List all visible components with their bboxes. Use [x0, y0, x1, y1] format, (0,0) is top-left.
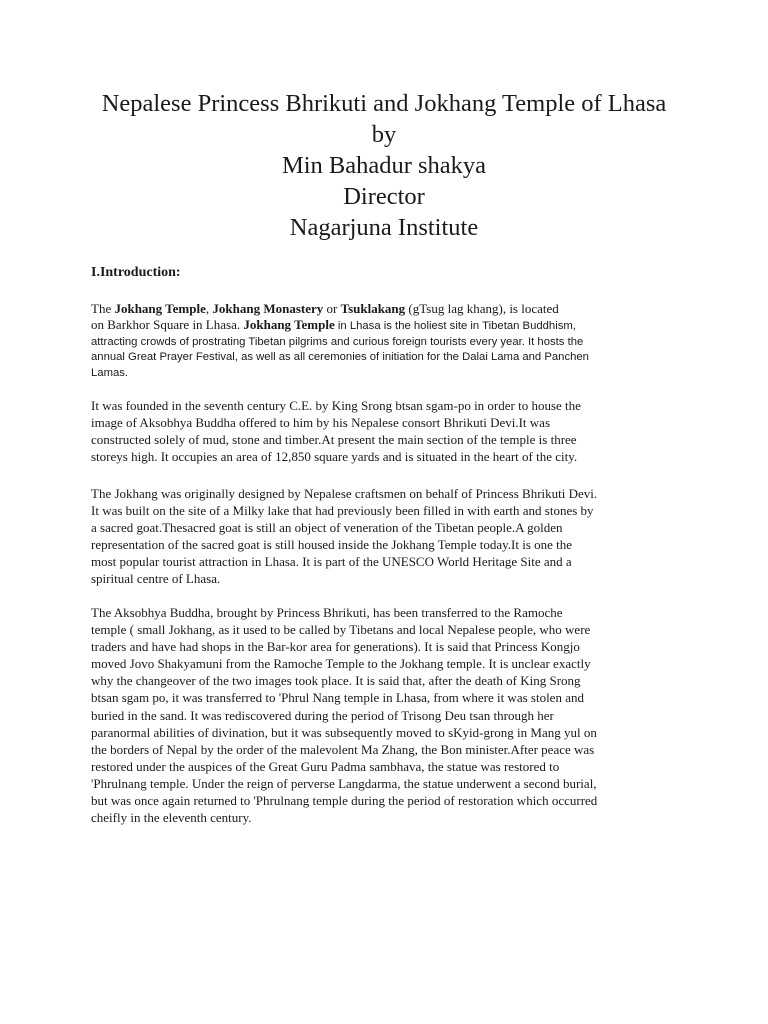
paragraph-line — [91, 317, 691, 335]
text-run: The — [91, 301, 115, 316]
paragraph-line: constructed solely of mud, stone and timber.At present the main section of the temple is three — [91, 432, 577, 448]
paragraph-line: paranormal abilities of divination, but it was subsequently moved to sKyid-grong in Mang yul on — [91, 724, 597, 740]
paragraph-line: attracting crowds of prostrating Tibetan pilgrims and curious foreign tourists every year. It hosts the — [91, 335, 584, 348]
paragraph-line: annual Great Prayer Festival, as well as all ceremonies of initiation for the Dalai Lama and Panchen — [91, 351, 589, 363]
paragraph-line: a sacred goat.Thesacred goat is still an object of veneration of the Tibetan people.A golden — [91, 520, 563, 536]
paragraph-line — [91, 301, 691, 317]
paragraph-line: 'Phrulnang temple. Under the reign of perverse Langdarma, the statue underwent a second burial, — [91, 775, 597, 791]
paragraph-line: restored under the auspices of the Great Guru Padma sambhava, the statue was restored to — [91, 758, 560, 774]
bold-term: Jokhang Monastery — [212, 301, 324, 316]
paragraph-line: representation of the sacred goat is still housed inside the Jokhang Temple today.It is one the — [91, 537, 573, 553]
paragraph-line: cheifly in the eleventh century. — [91, 810, 252, 826]
paragraph-line: storeys high. It occupies an area of 12,850 square yards and is situated in the heart of the city. — [91, 449, 578, 465]
title-line: Director — [343, 183, 425, 210]
paragraph-line: The Jokhang was originally designed by Nepalese craftsmen on behalf of Princess Bhrikuti Devi. — [91, 486, 598, 501]
paragraph-line: traders and have had shops in the Bar-kor area for generations). It is said that Princess Kongjo — [91, 639, 580, 655]
title-line: by — [371, 121, 397, 148]
text-run: in Lhasa is the holiest site in Tibetan Buddhism, — [334, 320, 576, 332]
bold-term: Jokhang Temple — [114, 301, 206, 316]
paragraph-line: It was built on the site of a Milky lake that had previously been filled in with earth and stones by — [91, 503, 594, 519]
paragraph-1 — [91, 301, 691, 381]
paragraph-line: why the changeover of the two images took place. It is said that, after the death of King Srong — [91, 673, 581, 689]
text-run: (gTsug lag khang), is located — [405, 301, 559, 316]
text-run: or — [323, 301, 341, 316]
text-run: , — [205, 301, 213, 316]
paragraph-line: The Aksobhya Buddha, brought by Princess Bhrikuti, has been transferred to the Ramoche — [91, 605, 563, 620]
paragraph-2 — [91, 397, 691, 465]
paragraph-line: the borders of Nepal by the order of the malevolent Ma Zhang, the Bon minister.After peace was — [91, 741, 595, 757]
paragraph-line: It was founded in the seventh century C.E. by King Srong btsan sgam-po in order to house the — [91, 398, 581, 413]
paragraph-line: btsan sgam po, it was transferred to 'Phrul Nang temple in Lhasa, from where it was stolen and — [91, 690, 584, 706]
paragraph-line: most popular tourist attraction in Lhasa. It is part of the UNESCO World Heritage Site and a — [91, 554, 572, 570]
paragraph-4 — [91, 604, 691, 826]
paragraph-3 — [91, 485, 691, 588]
paragraph-line: Lamas. — [91, 366, 129, 379]
paragraph-line: temple ( small Jokhang, as it used to be called by Tibetans and local Nepalese people, who were — [91, 622, 591, 638]
title-line: Nepalese Princess Bhrikuti and Jokhang Temple of Lhasa — [101, 90, 667, 117]
bold-term: Tsuklakang — [340, 301, 406, 316]
title-line: Nagarjuna Institute — [289, 214, 479, 241]
title-line: Min Bahadur shakya — [281, 152, 487, 179]
paragraph-line: moved Jovo Shakyamuni from the Ramoche Temple to the Jokhang temple. It is unclear exactly — [91, 656, 591, 672]
paragraph-line: spiritual centre of Lhasa. — [91, 571, 221, 587]
text-run: on Barkhor Square in Lhasa. — [91, 317, 244, 332]
paragraph-line: but was once again returned to 'Phrulnang temple during the period of restoration which occurred — [91, 793, 598, 809]
document-title — [0, 88, 768, 243]
bold-term: Jokhang Temple — [243, 317, 335, 332]
paragraph-line: image of Aksobhya Buddha offered to him by his Nepalese consort Bhrikuti Devi.It was — [91, 415, 551, 431]
paragraph-line: buried in the sand. It was rediscovered during the period of Trisong Deu tsan through her — [91, 707, 554, 723]
section-heading: I.Introduction: — [91, 265, 181, 280]
